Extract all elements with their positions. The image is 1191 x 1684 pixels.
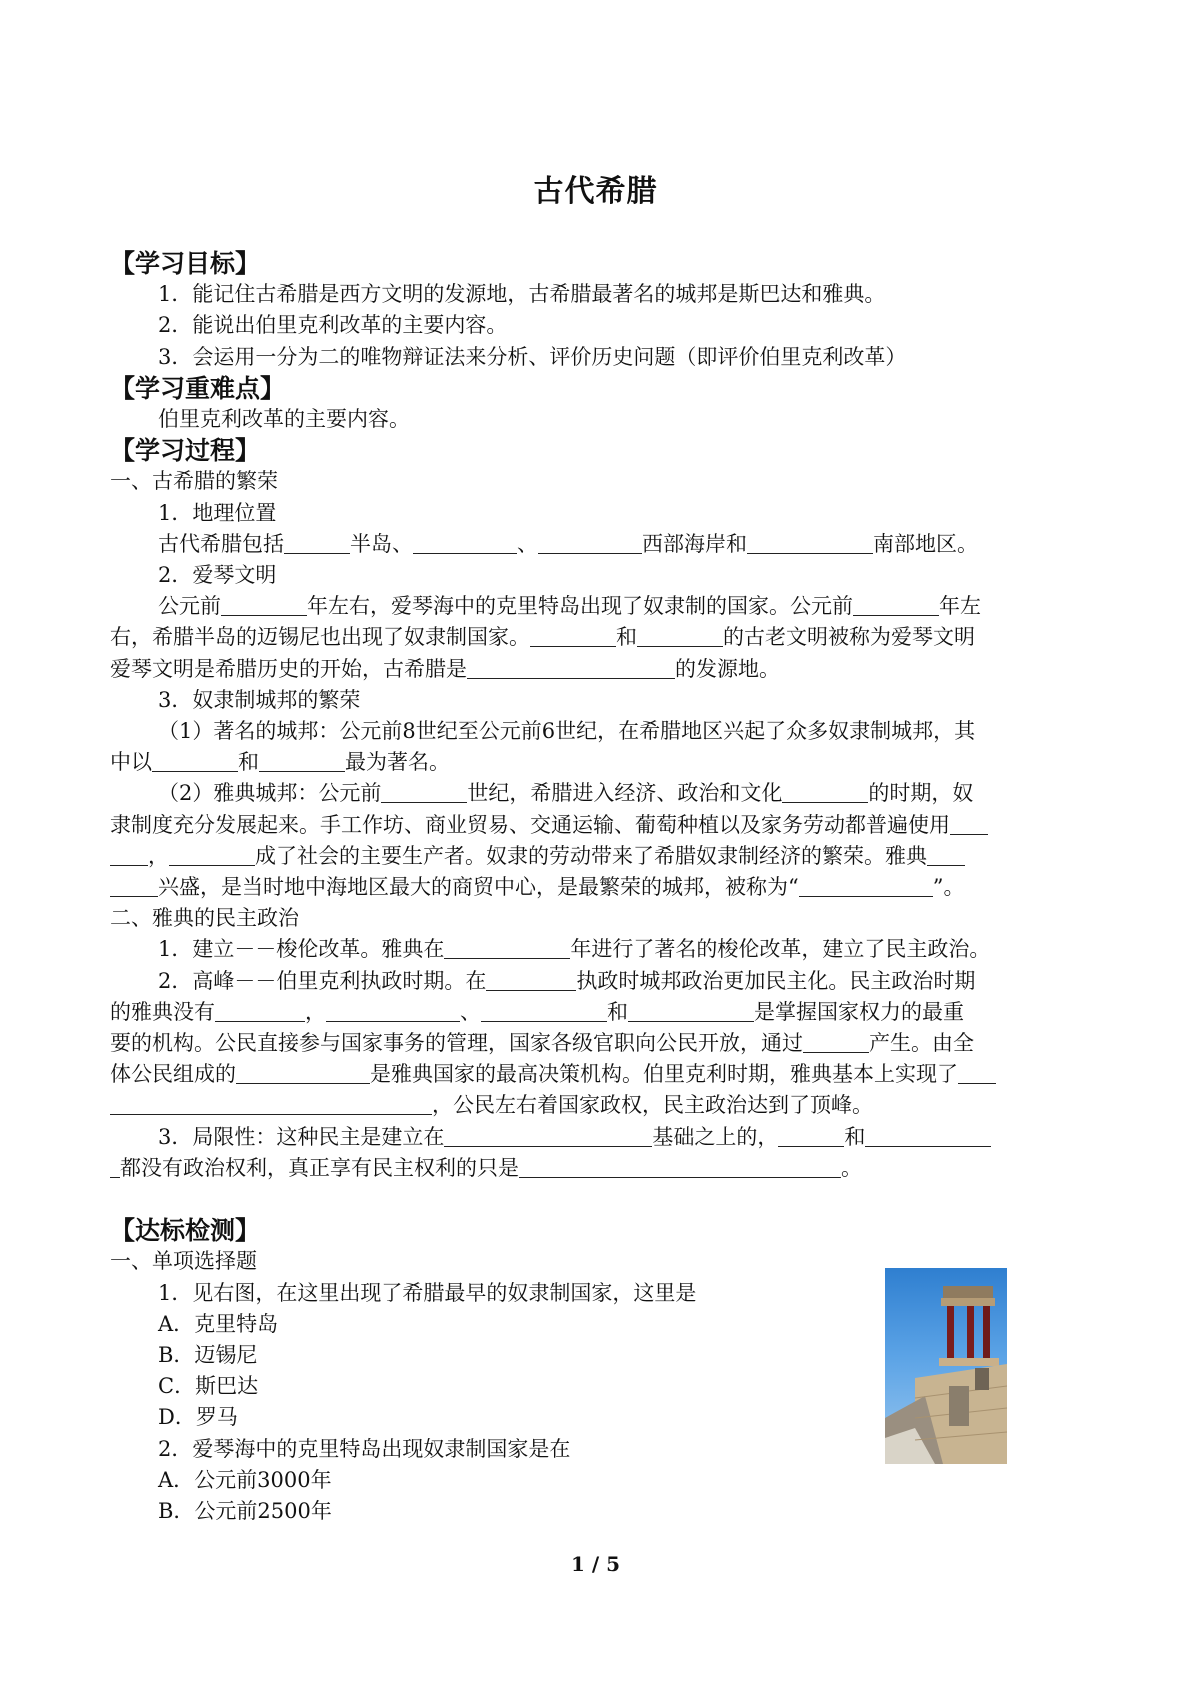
athens-line-3: ， 成了社会的主要生产者。奴隶的劳动带来了希腊奴隶制经济的繁荣。雅典 <box>110 841 1090 872</box>
pericles-line-2: 的雅典没有 ， 、 和 是掌握国家权力的最重 <box>110 999 964 1024</box>
key-points-text: 伯里克利改革的主要内容。 <box>158 407 410 432</box>
blank[interactable] <box>865 1125 991 1147</box>
blank[interactable] <box>538 532 642 554</box>
city-states-line-2: 中以 和 最为著名。 <box>110 750 450 775</box>
aegean-line-1: 公元前 年左右，爱琴海中的克里特岛出现了奴隶制的国家。公元前 年左 <box>158 594 981 619</box>
blank[interactable] <box>803 1031 869 1053</box>
blank[interactable] <box>413 532 517 554</box>
geography-sentence: 古代希腊包括 半岛、 、 西部海岸和 南部地区。 <box>158 531 978 556</box>
blank[interactable] <box>778 1125 844 1147</box>
question-2-option-b[interactable]: B．公元前2500年 <box>158 1498 332 1523</box>
athens-line-4: 兴盛，是当时地中海地区最大的商贸中心，是最繁荣的城邦，被称为“ ”。 <box>110 872 1090 903</box>
part-1-heading: 一、古希腊的繁荣 <box>110 469 278 494</box>
blank[interactable] <box>799 875 933 897</box>
blank[interactable] <box>481 1000 607 1022</box>
limits-line-2: 都没有政治权利，真正享有民主权利的只是 。 <box>110 1153 1090 1184</box>
question-2: 2．爱琴海中的克里特岛出现奴隶制国家是在 <box>158 1436 571 1461</box>
blank[interactable] <box>152 750 238 772</box>
city-states-line-1: （1）著名的城邦：公元前8世纪至公元前6世纪，在希腊地区兴起了众多奴隶制城邦，其 <box>158 719 976 744</box>
goal-3: 3．会运用一分为二的唯物辩证法来分析、评价历史问题（即评价伯里克利改革） <box>158 344 907 369</box>
limits-line-1: 3．局限性：这种民主是建立在 基础之上的， 和 <box>110 1122 1090 1153</box>
process-heading: 【学习过程】 <box>110 436 261 466</box>
blank[interactable] <box>169 844 255 866</box>
aegean-heading: 2．爱琴文明 <box>158 563 277 588</box>
aegean-line-3: 爱琴文明是希腊历史的开始，古希腊是 的发源地。 <box>110 656 780 681</box>
blank[interactable] <box>486 969 576 991</box>
blank[interactable] <box>110 844 148 866</box>
blank[interactable] <box>530 625 616 647</box>
blank[interactable] <box>467 657 675 679</box>
question-1: 1．见右图，在这里出现了希腊最早的奴隶制国家，这里是 <box>158 1280 697 1305</box>
blank[interactable] <box>110 1156 120 1178</box>
geography-heading: 1．地理位置 <box>158 500 277 525</box>
blank[interactable] <box>444 1125 652 1147</box>
blank[interactable] <box>853 594 939 616</box>
blank[interactable] <box>215 1000 305 1022</box>
knossos-palace-photo <box>885 1268 1007 1464</box>
blank[interactable] <box>444 937 570 959</box>
pericles-line-5: ，公民左右着国家政权，民主政治达到了顶峰。 <box>110 1090 1090 1121</box>
goal-1: 1．能记住古希腊是西方文明的发源地，古希腊最著名的城邦是斯巴达和雅典。 <box>158 282 886 307</box>
city-states-heading: 3．奴隶制城邦的繁荣 <box>158 687 361 712</box>
blank[interactable] <box>637 625 723 647</box>
blank[interactable] <box>221 594 307 616</box>
pericles-line-4: 体公民组成的 是雅典国家的最高决策机构。伯里克利时期，雅典基本上实现了 <box>110 1059 1090 1090</box>
palace-illustration <box>885 1268 1007 1464</box>
goals-heading: 【学习目标】 <box>110 249 261 278</box>
question-1-option-a[interactable]: A．克里特岛 <box>158 1311 279 1336</box>
blank[interactable] <box>782 781 868 803</box>
blank[interactable] <box>110 875 158 897</box>
blank[interactable] <box>628 1000 754 1022</box>
test-part-1-heading: 一、单项选择题 <box>110 1249 257 1274</box>
blank[interactable] <box>747 532 873 554</box>
key-points-heading: 【学习重难点】 <box>110 373 286 403</box>
aegean-line-2: 右，希腊半岛的迈锡尼也出现了奴隶制国家。 和 的古老文明被称为爱琴文明 <box>110 625 975 650</box>
pericles-line-1: 2．高峰－－伯里克利执政时期。在 执政时城邦政治更加民主化。民主政治时期 <box>158 968 976 993</box>
question-1-option-b[interactable]: B．迈锡尼 <box>158 1342 258 1367</box>
blank[interactable] <box>284 532 350 554</box>
question-1-option-d[interactable]: D．罗马 <box>158 1405 238 1430</box>
goal-2: 2．能说出伯里克利改革的主要内容。 <box>158 313 508 338</box>
solon-line: 1．建立－－梭伦改革。雅典在 年进行了著名的梭伦改革，建立了民主政治。 <box>158 937 991 962</box>
page-number: 1 / 5 <box>570 1552 621 1576</box>
athens-line-1: （2）雅典城邦：公元前 世纪，希腊进入经济、政治和文化 的时期，奴 <box>158 781 974 806</box>
blank[interactable] <box>950 813 988 835</box>
blank[interactable] <box>110 1093 432 1115</box>
pericles-line-3: 要的机构。公民直接参与国家事务的管理，国家各级官职向公民开放，通过 产生。由全 <box>110 1031 974 1056</box>
question-2-option-a[interactable]: A．公元前3000年 <box>158 1467 332 1492</box>
part-2-heading: 二、雅典的民主政治 <box>110 906 299 931</box>
blank[interactable] <box>927 844 965 866</box>
blank[interactable] <box>259 750 345 772</box>
blank[interactable] <box>236 1062 370 1084</box>
blank[interactable] <box>381 781 467 803</box>
blank[interactable] <box>519 1156 841 1178</box>
athens-line-2: 隶制度充分发展起来。手工作坊、商业贸易、交通运输、葡萄种植以及家务劳动都普遍使用 <box>110 810 1090 841</box>
page-title: 古代希腊 <box>533 174 658 209</box>
test-heading: 【达标检测】 <box>110 1216 261 1246</box>
question-1-option-c[interactable]: C．斯巴达 <box>158 1374 259 1399</box>
blank[interactable] <box>326 1000 460 1022</box>
blank[interactable] <box>958 1062 996 1084</box>
